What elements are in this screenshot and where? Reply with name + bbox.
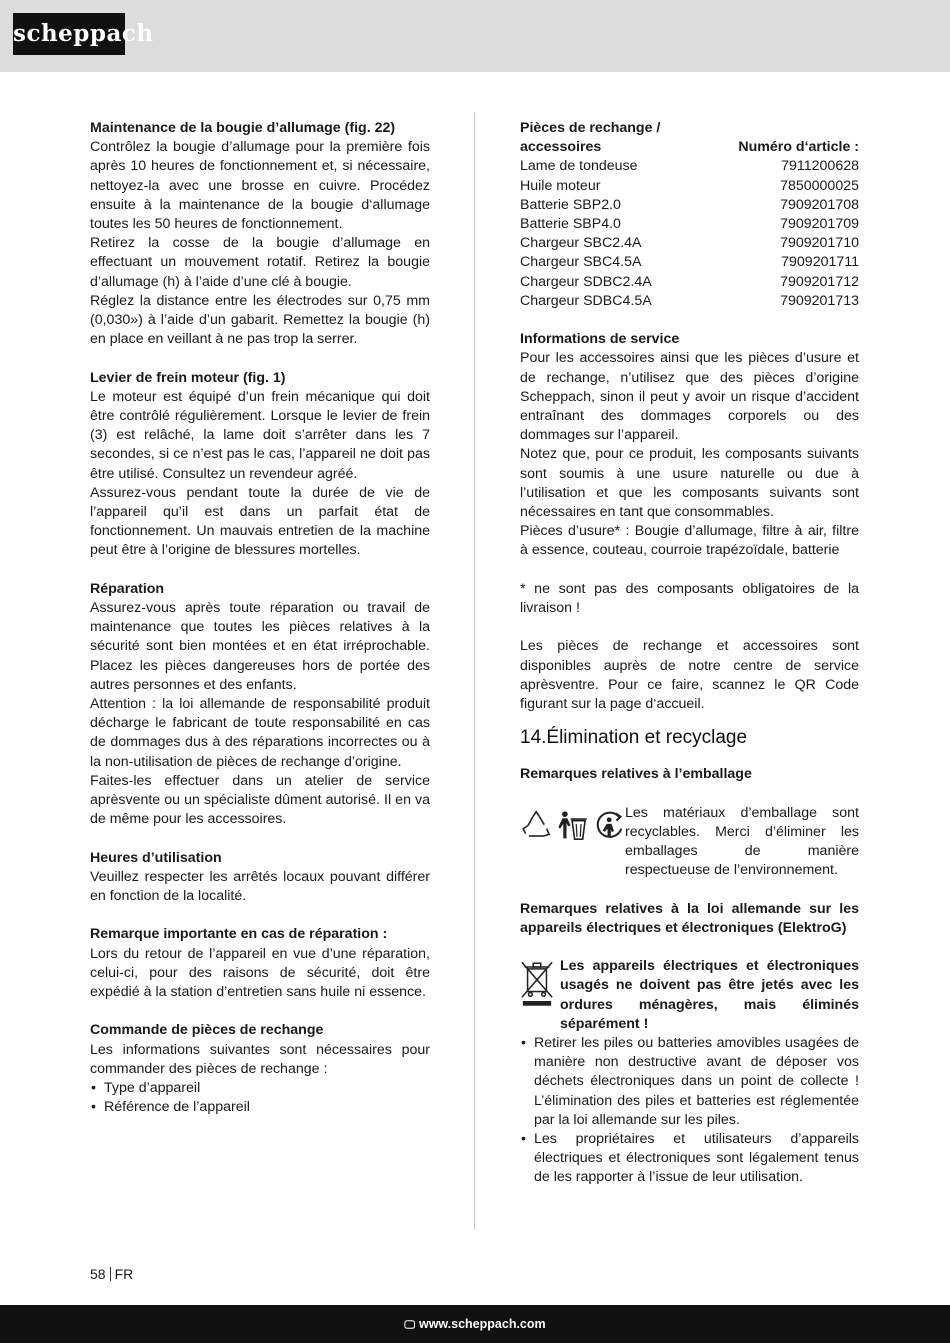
page-number: 58 <box>90 1266 106 1282</box>
table-header-row <box>520 119 859 138</box>
footnote: * ne sont pas des composants obligatoires de la livraison ! <box>520 580 859 617</box>
section-title-repair: Réparation <box>90 580 165 597</box>
section-title-spark-plug: Maintenance de la bougie d’allumage (fig. 22) <box>90 120 396 136</box>
paragraph: Assurez-vous après toute réparation ou travail de maintenance que toutes les pièces relatives à la sécurité sont bien montées et en état irréprochable. Placez les pièces dangereuses hors de portée des autres personnes et des enfants. <box>90 600 430 693</box>
spare-parts-table <box>520 119 859 311</box>
part-name: Huile moteur <box>520 177 601 194</box>
website-link[interactable]: www.scheppach.com <box>418 1317 546 1331</box>
section-title-operating-hours: Heures d’utilisation <box>90 849 222 866</box>
section-title-repair-note: Remarque importante en cas de réparation : <box>90 926 388 943</box>
part-name: Chargeur SBC2.4A <box>520 235 642 252</box>
language-code: FR <box>114 1266 134 1282</box>
table-row <box>520 215 859 234</box>
paragraph: Lors du retour de l’appareil en vue d’une réparation, celui-ci, pour des raisons de sécurité, doit être expédié à la station d’entretien sans huile ni essence. <box>90 945 430 1001</box>
paragraph: Pièces d’usure* : Bougie d’allumage, filtre à air, filtre à essence, couteau, courroie trapézoïdale, batterie <box>520 523 859 559</box>
part-name: Batterie SBP2.0 <box>520 196 621 213</box>
paragraph: Les informations suivantes sont nécessaires pour commander des pièces de rechange : <box>90 1041 430 1077</box>
paragraph: Contrôlez la bougie d’allumage pour la première fois après 10 heures de fonctionnement et, si nécessaire, nettoyez-la avec une brosse en cuivre. Procédez ensuite à la maintenance de la bougie d‘allumage toutes les 50 heures de fonctionnement. <box>90 139 430 233</box>
section-title-parts-order: Commande de pièces de rechange <box>90 1022 324 1039</box>
part-name: Chargeur SDBC4.5A <box>520 292 652 309</box>
list-item: • Retirer les piles ou batteries amovibles usagées de manière non destructive avant de déposer vos déchets électroniques dans un point de collecte ! L’élimination des piles et batteries est réglementée par la loi allemande sur les piles. <box>520 1034 859 1130</box>
chapter-heading: 14.Élimination et recyclage <box>520 727 748 749</box>
paragraph: Le moteur est équipé d’un frein mécanique qui doit être contrôlé régulièrement. Lorsque le levier de frein (3) est relâché, la lame doit s’arrêter dans les 7 secondes, si ce n’est pas le cas, l’appareil ne doit pas être utilisé. Consultez un revendeur agréé. <box>90 388 430 482</box>
list-item: • Référence de l’appareil <box>90 1098 430 1117</box>
recycle-icon <box>520 809 552 842</box>
table-row <box>520 273 859 292</box>
section-title-service: Informations de service <box>520 331 680 348</box>
crossed-bin-icon <box>520 957 560 1015</box>
part-number: 7909201709 <box>780 216 859 233</box>
weee-warning: Les appareils électriques et électroniques usagés ne doivent pas être jetés avec les ordures ménagères, mais éliminés séparément ! <box>560 958 859 1032</box>
paragraph: Retirez la cosse de la bougie d’allumage en effectuant un mouvement rotatif. Retirez la bougie d’allumage (h) à l’aide d’une clé à bougie. <box>90 235 430 290</box>
order-info-list <box>90 1079 430 1117</box>
part-number: 7909201711 <box>781 254 859 271</box>
column-divider <box>474 112 475 1230</box>
part-name: Chargeur SBC4.5A <box>520 254 642 271</box>
part-name: Chargeur SDBC2.4A <box>520 273 652 290</box>
section-title-weee: Remarques relatives à la loi allemande sur les appareils électriques et électroniques (ElektroG) <box>520 900 859 936</box>
table-row <box>520 253 859 272</box>
weee-list <box>520 1034 859 1188</box>
paragraph: Les pièces de rechange et accessoires sont disponibles auprès de notre centre de service aprèsventre. Pour ce faire, scannez le QR Code figurant sur la page d‘accueil. <box>520 638 859 713</box>
header-bar <box>0 0 950 72</box>
part-number: 7850000025 <box>780 177 859 194</box>
monitor-icon: 🖵 <box>404 1319 415 1331</box>
packaging-block <box>520 804 859 881</box>
table-row <box>520 177 859 196</box>
part-number: 7911200628 <box>781 158 859 175</box>
circular-arrow-person-icon <box>593 809 625 842</box>
part-number: 7909201712 <box>780 273 859 290</box>
packaging-text: Les matériaux d’emballage sont recyclables. Merci d’éliminer les emballages de manière respectueuse de l’environnement. <box>625 804 859 879</box>
paragraph: Assurez-vous pendant toute la durée de vie de l’appareil qu’il est dans un parfait état de fonctionnement. Un mauvais entretien de la machine peut être à l’origine de blessures mortelles. <box>90 484 430 559</box>
section-title-packaging: Remarques relatives à l’emballage <box>520 766 752 783</box>
section-title-brake-lever: Levier de frein moteur (fig. 1) <box>90 369 286 386</box>
part-number: 7909201710 <box>780 235 859 252</box>
paragraph: Attention : la loi allemande de responsabilité produit décharge le fabricant de toute responsabilité en cas de dommages dus à des réparations incorrectes ou à la non-utilisation de pièces de rechange d’origine. <box>90 696 430 770</box>
paragraph: Veuillez respecter les arrêtés locaux pouvant différer en fonction de la localité. <box>90 868 430 905</box>
table-header-row <box>520 138 859 157</box>
part-number: 7909201708 <box>780 196 859 213</box>
weee-block <box>520 957 859 1034</box>
table-row <box>520 157 859 176</box>
paragraph: Pour les accessoires ainsi que les pièces d’usure et de rechange, n’utilisez que des pièces d’origine Scheppach, sinon il peut y avoir un risque d’accident entraînant des dommages corporels ou des dommages sur l’appareil. <box>520 350 859 444</box>
column-header: Pièces de rechange / <box>520 120 661 136</box>
left-column <box>90 119 430 1117</box>
paragraph: Faites-les effectuer dans un atelier de service aprèsvente ou un spécialiste dûment autorisé. Il en va de même pour les accessoires. <box>90 772 430 828</box>
table-row <box>520 196 859 215</box>
list-item: • Type d’appareil <box>90 1079 430 1098</box>
table-row <box>520 292 859 311</box>
part-name: Lame de tondeuse <box>520 158 638 175</box>
list-item: • Les propriétaires et utilisateurs d’appareils électriques et électroniques sont légalement tenus de les rapporter à l’issue de leur utilisation. <box>520 1130 859 1188</box>
table-row <box>520 234 859 253</box>
paragraph: Réglez la distance entre les électrodes sur 0,75 mm (0,030») à l’aide d’un gabarit. Remettez la bougie (h) en place en veillant à ne pas trop la serrer. <box>90 292 430 348</box>
packaging-icons <box>520 804 625 842</box>
column-header-article-number: Numéro d‘article : <box>738 139 859 156</box>
page-footer <box>90 1266 133 1282</box>
column-header: accessoires <box>520 139 602 156</box>
bottom-bar <box>0 1305 950 1343</box>
scheppach-logo: scheppach <box>13 13 125 55</box>
part-name: Batterie SBP4.0 <box>520 216 621 233</box>
trash-person-icon <box>556 809 588 842</box>
right-column <box>520 119 859 1188</box>
paragraph: Notez que, pour ce produit, les composants suivants sont soumis à une usure naturelle ou due à l’utilisation et que les composants suivants sont nécessaires en tant que consommables. <box>520 446 859 521</box>
part-number: 7909201713 <box>780 292 859 309</box>
